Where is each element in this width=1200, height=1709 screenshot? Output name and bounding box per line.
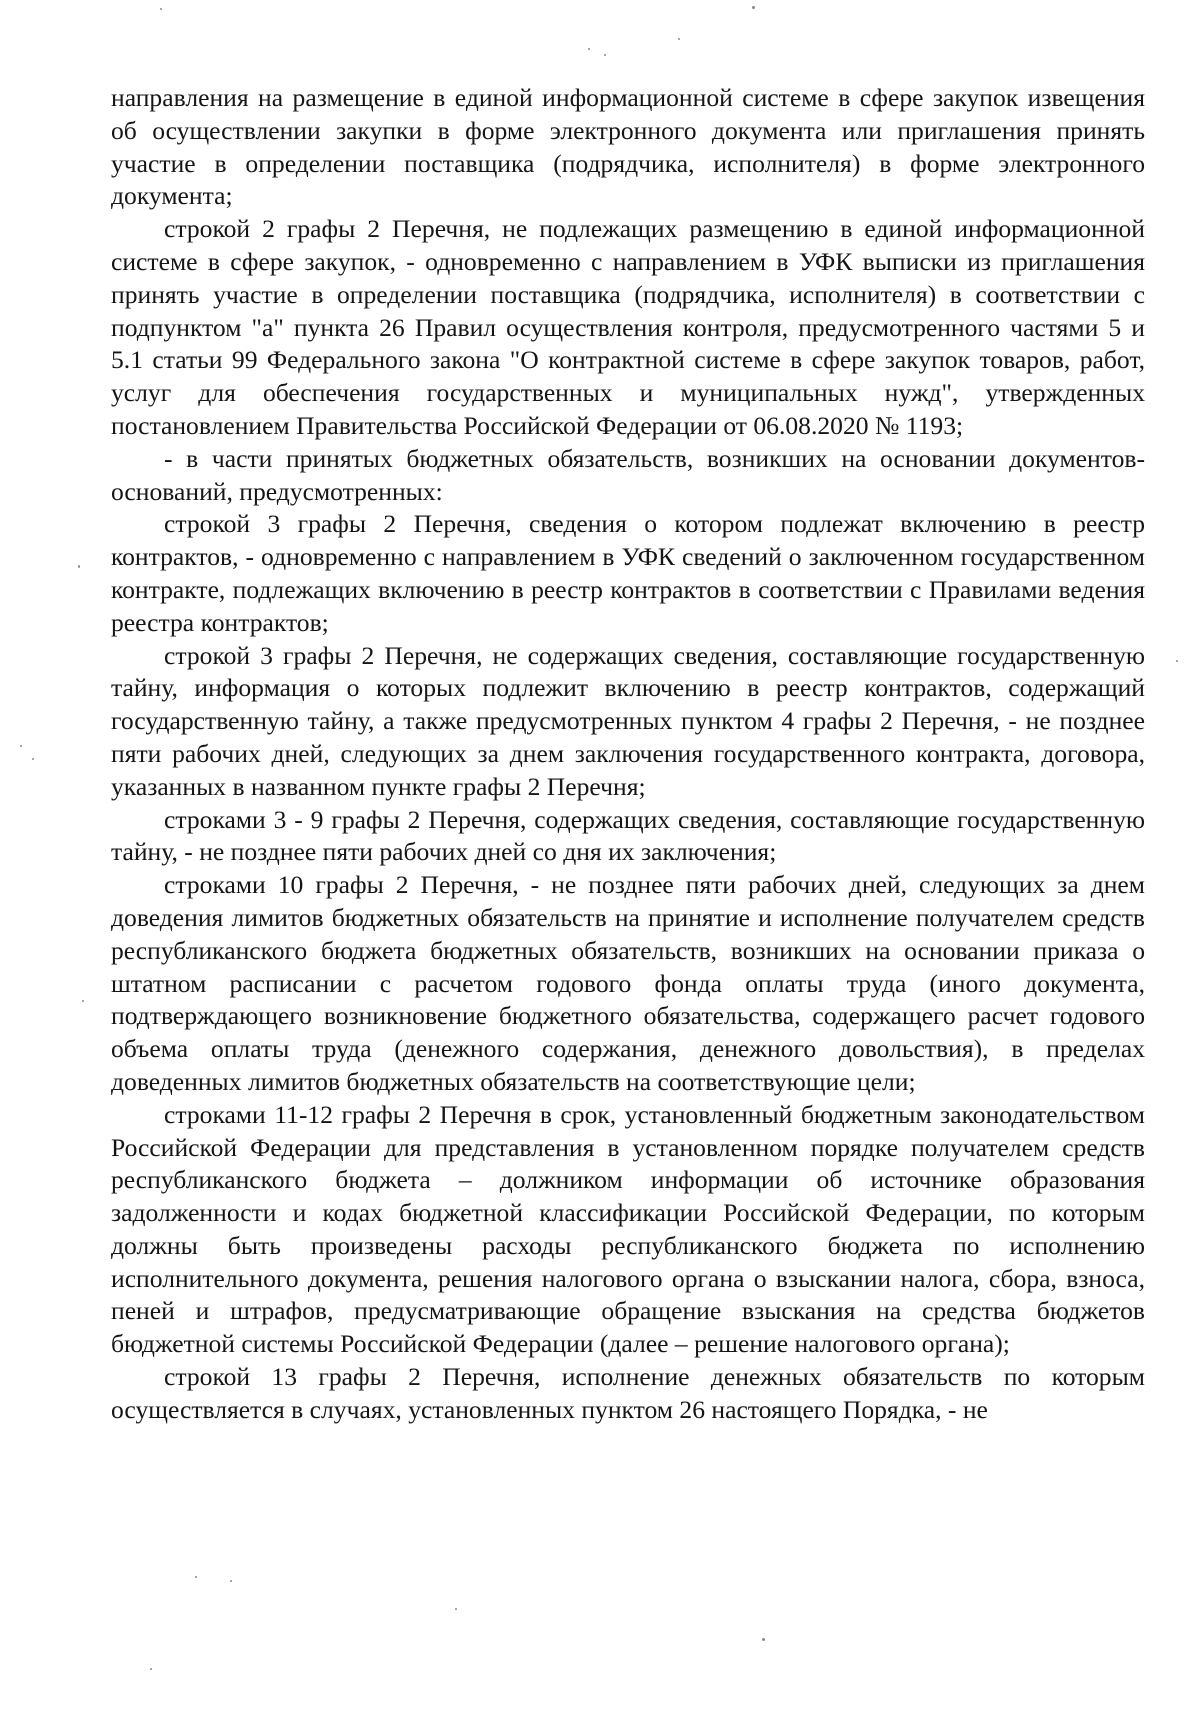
scan-speck	[752, 6, 755, 9]
scan-speck	[82, 1000, 84, 1002]
scan-speck	[588, 48, 590, 50]
paragraph-2: строкой 2 графы 2 Перечня, не подлежащих размещению в единой информационной системе в сфере закупок, - одновременно с направлением в УФК выписки из приглашения принять участие в определении поставщика (подрядчика, исполнителя) в соответствии с подпунктом "а" пункта 26 Правил осуществления контроля, предусмотренного частями 5 и 5.1 статьи 99 Федерального закона "О контрактной системе в сфере закупок товаров, работ, услуг для обеспечения государственных и муниципальных нужд", утвержденных постановлением Правительства Российской Федерации от 06.08.2020 № 1193;	[111, 214, 1145, 440]
paragraph-8: строками 11-12 графы 2 Перечня в срок, установленный бюджетным законодательством Российской Федерации для представления в установленном порядке получателем средств республиканского бюджета – должником информации об источнике образования задолженности и кодах бюджетной классификации Российской Федерации, по которым должны быть произведены расходы республиканского бюджета по исполнению исполнительного документа, решения налогового органа о взыскании налога, сбора, взноса, пеней и штрафов, предусматривающие обращение взыскания на средства бюджетов бюджетной системы Российской Федерации (далее – решение налогового органа);	[111, 1099, 1145, 1359]
scan-speck	[32, 758, 34, 760]
scan-speck	[195, 1576, 197, 1578]
scan-speck	[1176, 660, 1178, 662]
scan-speck	[20, 745, 22, 747]
paragraph-5: строкой 3 графы 2 Перечня, не содержащих сведения, составляющие государственную тайну, информация о которых подлежит включению в реестр контрактов, содержащий государственную тайну, а также предусмотренных пунктом 4 графы 2 Перечня, - не позднее пяти рабочих дней, следующих за днем заключения государственного контракта, договора, указанных в названном пункте графы 2 Перечня;	[111, 640, 1145, 801]
paragraph-1: направления на размещение в единой информационной системе в сфере закупок извещения об осуществлении закупки в форме электронного документа или приглашения принять участие в определении поставщика (подрядчика, исполнителя) в форме электронного документа;	[111, 83, 1145, 211]
paragraph-4: строкой 3 графы 2 Перечня, сведения о котором подлежат включению в реестр контрактов, - одновременно с направлением в УФК сведений о заключенном государственном контракте, подлежащих включению в реестр контрактов в соответствии с Правилами ведения реестра контрактов;	[111, 509, 1145, 637]
scan-speck	[678, 38, 680, 40]
paragraph-3: - в части принятых бюджетных обязательств, возникших на основании документов-оснований, предусмотренных:	[111, 443, 1145, 506]
scan-speck	[604, 54, 606, 56]
scan-speck	[455, 1608, 457, 1610]
paragraph-7: строками 10 графы 2 Перечня, - не позднее пяти рабочих дней, следующих за днем доведения лимитов бюджетных обязательств на принятие и исполнение получателем средств республиканского бюджета бюджетных обязательств, возникших на основании приказа о штатном расписании с расчетом годового фонда оплаты труда (иного документа, подтверждающего возникновение бюджетного обязательства, содержащего расчет годового объема оплаты труда (денежного содержания, денежного довольствия), в пределах доведенных лимитов бюджетных обязательств на соответствующие цели;	[111, 870, 1145, 1096]
document-body	[111, 82, 1145, 1427]
paragraph-6: строками 3 - 9 графы 2 Перечня, содержащих сведения, составляющие государственную тайну, - не позднее пяти рабочих дней со дня их заключения;	[111, 804, 1145, 867]
scan-speck	[78, 565, 80, 568]
scan-speck	[160, 8, 162, 10]
paragraph-9: строкой 13 графы 2 Перечня, исполнение денежных обязательств по которым осуществляется в случаях, установленных пунктом 26 настоящего Порядка, - не	[111, 1362, 1145, 1424]
scan-speck	[230, 1580, 232, 1582]
scan-speck	[762, 1638, 765, 1641]
scan-speck	[150, 1668, 152, 1670]
